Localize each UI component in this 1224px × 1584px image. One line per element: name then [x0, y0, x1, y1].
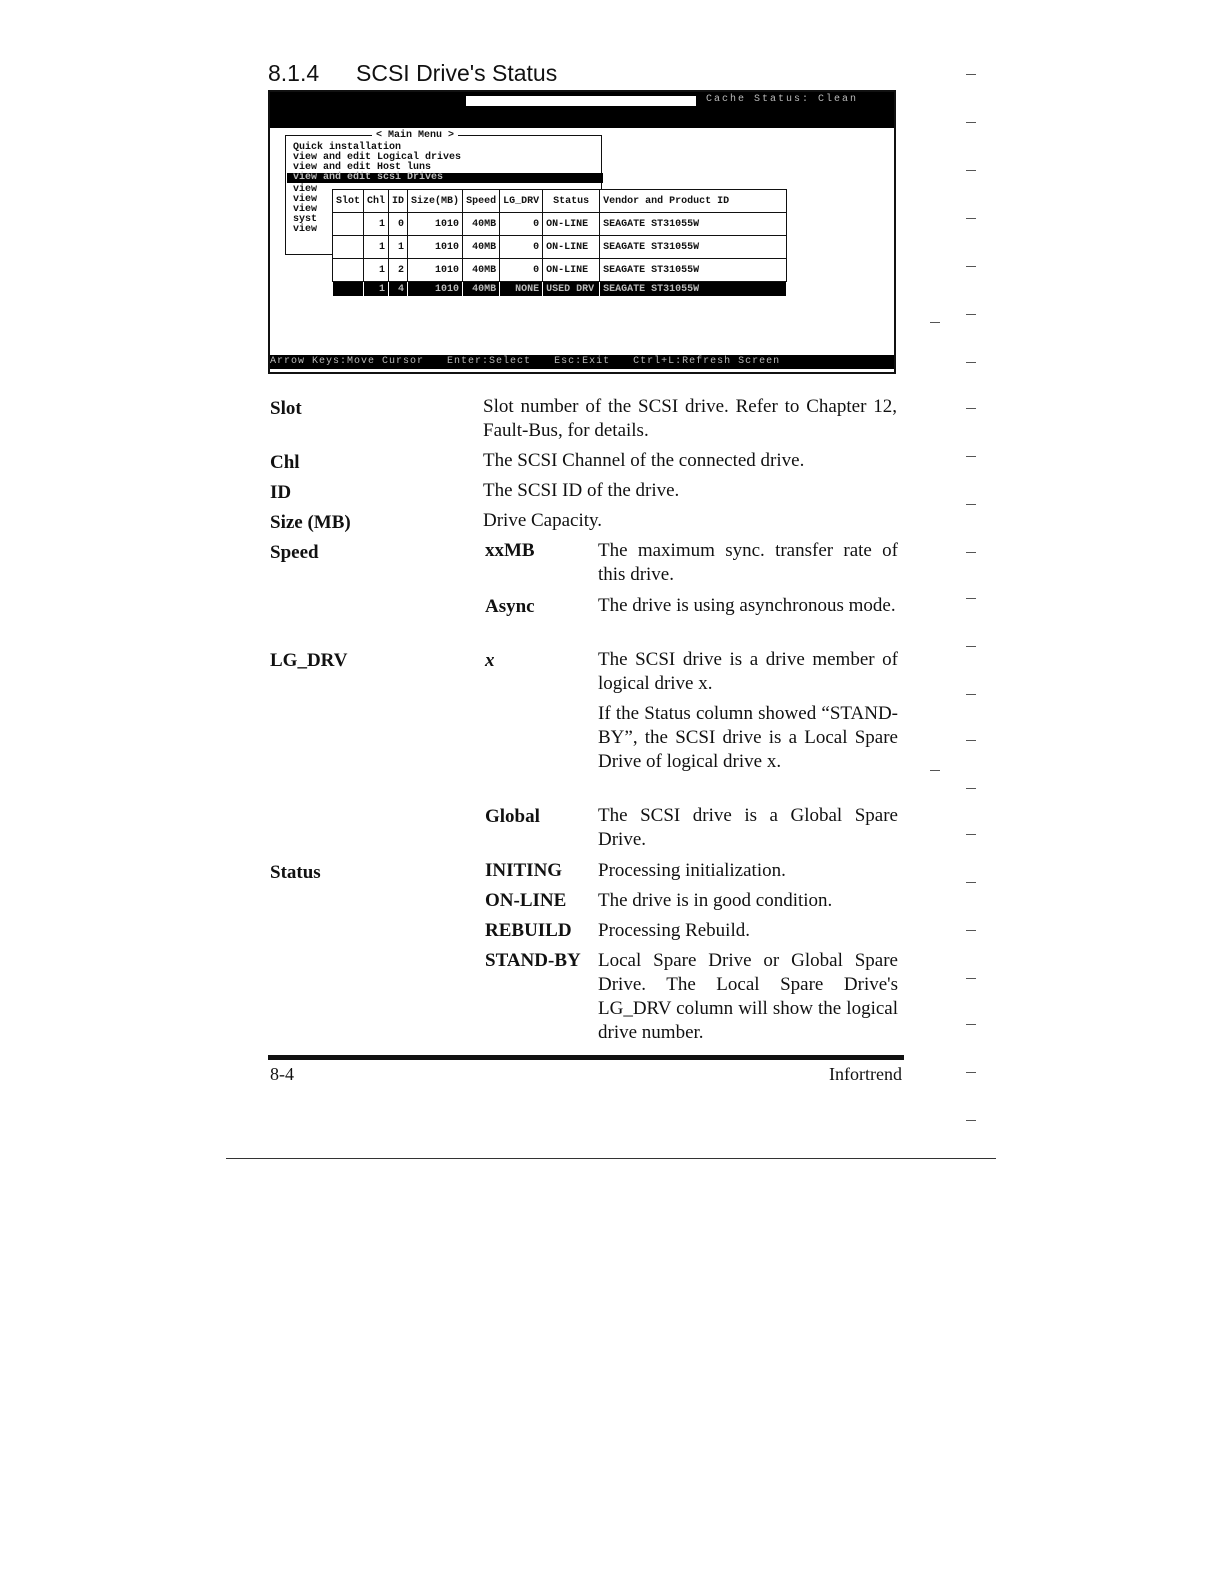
- term-status: Status: [270, 862, 321, 883]
- main-menu-title: [300, 130, 530, 142]
- margin-tick: [966, 834, 976, 835]
- margin-tick: [966, 1120, 976, 1121]
- margin-tick: [966, 930, 976, 931]
- cell-chl: 1: [364, 259, 389, 282]
- cell-lgdrv: 0: [500, 213, 543, 236]
- margin-tick: [930, 322, 940, 323]
- margin-tick: [966, 740, 976, 741]
- menu-item-scsi-drives[interactable]: view and edit scsi Drives: [287, 173, 603, 183]
- table-row[interactable]: [333, 236, 787, 259]
- header-slot: Slot: [333, 190, 364, 213]
- subterm-global: Global: [485, 806, 540, 827]
- header-chl: Chl: [364, 190, 389, 213]
- margin-tick: [966, 978, 976, 979]
- margin-tick: [966, 788, 976, 789]
- desc-global: The SCSI drive is a Global Spare Drive.: [598, 805, 898, 850]
- cell-lgdrv: 0: [500, 236, 543, 259]
- cell-status: ON-LINE: [543, 213, 600, 236]
- menu-item-logical-drives[interactable]: view and edit Logical drives: [293, 152, 462, 163]
- header-size: Size(MB): [408, 190, 463, 213]
- footer-rule: [268, 1055, 904, 1060]
- desc-rebuild: Processing Rebuild.: [598, 920, 750, 941]
- cell-slot: [333, 259, 364, 282]
- table-row-selected[interactable]: [333, 282, 787, 297]
- cell-slot: [333, 236, 364, 259]
- cell-size: 1010: [408, 282, 463, 297]
- header-id: ID: [389, 190, 408, 213]
- menu-item-truncated[interactable]: syst: [293, 214, 318, 225]
- desc-standby-note: If the Status column showed “STAND-BY”, the SCSI drive is a Local Spare Drive of logical drive x.: [598, 703, 898, 772]
- margin-tick: [966, 266, 976, 267]
- desc-xxmb: The maximum sync. transfer rate of this drive.: [598, 540, 898, 585]
- margin-tick: [966, 598, 976, 599]
- header-vendor: Vendor and Product ID: [600, 190, 787, 213]
- cell-vendor: SEAGATE ST31055W: [600, 259, 787, 282]
- truncated-menu-items: [293, 185, 317, 235]
- scan-bottom-line: [226, 1158, 996, 1159]
- hint-esc: Esc:Exit: [554, 356, 611, 367]
- subterm-online: ON-LINE: [485, 890, 567, 911]
- main-menu-items: [293, 143, 603, 183]
- desc-x: The SCSI drive is a drive member of logical drive x.: [598, 649, 898, 694]
- table-header-row: [333, 190, 787, 213]
- cell-vendor: SEAGATE ST31055W: [600, 236, 787, 259]
- margin-tick: [966, 314, 976, 315]
- cell-lgdrv: 0: [500, 259, 543, 282]
- desc-standby: Local Spare Drive or Global Spare Drive. The Local Spare Drive's LG_DRV column will show the logical drive number.: [598, 950, 898, 1043]
- title-strip: [466, 96, 696, 106]
- term-slot: Slot: [270, 398, 302, 419]
- desc-online: The drive is in good condition.: [598, 890, 833, 911]
- cell-slot: [333, 282, 364, 297]
- menu-item-truncated[interactable]: view: [293, 194, 318, 205]
- margin-tick: [966, 694, 976, 695]
- margin-tick: [966, 504, 976, 505]
- cell-speed: 40MB: [463, 213, 500, 236]
- menu-item-quick-installation[interactable]: Quick installation: [293, 142, 402, 153]
- cell-status: USED DRV: [543, 282, 600, 297]
- desc-size: Drive Capacity.: [483, 510, 603, 531]
- cell-lgdrv: NONE: [500, 282, 543, 297]
- desc-chl: The SCSI Channel of the connected drive.: [483, 450, 805, 471]
- header-status: Status: [543, 190, 600, 213]
- margin-tick: [966, 646, 976, 647]
- margin-tick: [966, 170, 976, 171]
- page-number: 8-4: [270, 1064, 294, 1084]
- hint-enter: Enter:Select: [447, 356, 532, 367]
- menu-item-host-luns[interactable]: view and edit Host luns: [293, 162, 432, 173]
- cell-vendor: SEAGATE ST31055W: [600, 213, 787, 236]
- subterm-xxmb: xxMB: [485, 540, 535, 561]
- table-row[interactable]: [333, 259, 787, 282]
- menu-item-truncated[interactable]: view: [293, 204, 318, 215]
- margin-tick: [966, 74, 976, 75]
- margin-tick: [966, 552, 976, 553]
- term-lgdrv: LG_DRV: [270, 650, 348, 671]
- margin-tick: [966, 1072, 976, 1073]
- menu-item-truncated[interactable]: view: [293, 184, 318, 195]
- scsi-drive-table: [332, 189, 787, 297]
- subterm-async: Async: [485, 596, 535, 617]
- margin-tick: [966, 408, 976, 409]
- cell-size: 1010: [408, 236, 463, 259]
- cell-speed: 40MB: [463, 236, 500, 259]
- margin-tick: [966, 218, 976, 219]
- cell-size: 1010: [408, 259, 463, 282]
- hint-refresh: Ctrl+L:Refresh Screen: [633, 356, 781, 367]
- cell-id: 0: [389, 213, 408, 236]
- footer-brand: Infortrend: [829, 1064, 902, 1084]
- cell-status: ON-LINE: [543, 236, 600, 259]
- desc-id: The SCSI ID of the drive.: [483, 480, 680, 501]
- main-menu-title-text: < Main Menu >: [372, 130, 458, 141]
- header-lgdrv: LG_DRV: [500, 190, 543, 213]
- desc-slot: Slot number of the SCSI drive. Refer to Chapter 12, Fault-Bus, for details.: [483, 396, 897, 441]
- subterm-rebuild: REBUILD: [485, 920, 572, 941]
- margin-tick: [966, 1024, 976, 1025]
- subterm-initing: INITING: [485, 860, 563, 881]
- cell-status: ON-LINE: [543, 259, 600, 282]
- hint-arrow-keys: Arrow Keys:Move Cursor: [270, 356, 425, 367]
- section-number: 8.1.4: [268, 60, 320, 86]
- term-size: Size (MB): [270, 512, 351, 533]
- margin-tick: [966, 122, 976, 123]
- menu-item-truncated[interactable]: view: [293, 224, 318, 235]
- term-speed: Speed: [270, 542, 319, 563]
- cell-id: 4: [389, 282, 408, 297]
- cell-id: 2: [389, 259, 408, 282]
- terminal-top-bar: [270, 92, 894, 128]
- cell-speed: 40MB: [463, 282, 500, 297]
- cell-speed: 40MB: [463, 259, 500, 282]
- cell-size: 1010: [408, 213, 463, 236]
- desc-initing: Processing initialization.: [598, 860, 786, 881]
- section-heading: [268, 60, 557, 87]
- cell-chl: 1: [364, 213, 389, 236]
- cell-chl: 1: [364, 282, 389, 297]
- subterm-x: x: [485, 650, 495, 671]
- cell-vendor: SEAGATE ST31055W: [600, 282, 787, 297]
- subterm-standby: STAND-BY: [485, 950, 581, 971]
- table-row[interactable]: [333, 213, 787, 236]
- margin-tick: [966, 456, 976, 457]
- term-id: ID: [270, 482, 292, 503]
- margin-tick: [966, 882, 976, 883]
- cell-slot: [333, 213, 364, 236]
- terminal-screenshot: [268, 90, 896, 374]
- cell-chl: 1: [364, 236, 389, 259]
- header-speed: Speed: [463, 190, 500, 213]
- section-title: SCSI Drive's Status: [356, 60, 558, 86]
- cache-status: Cache Status: Clean: [706, 94, 859, 105]
- desc-async: The drive is using asynchronous mode.: [598, 595, 896, 616]
- term-chl: Chl: [270, 452, 300, 473]
- cell-id: 1: [389, 236, 408, 259]
- key-hints-bar: [270, 355, 894, 369]
- margin-tick: [930, 770, 940, 771]
- margin-tick: [966, 362, 976, 363]
